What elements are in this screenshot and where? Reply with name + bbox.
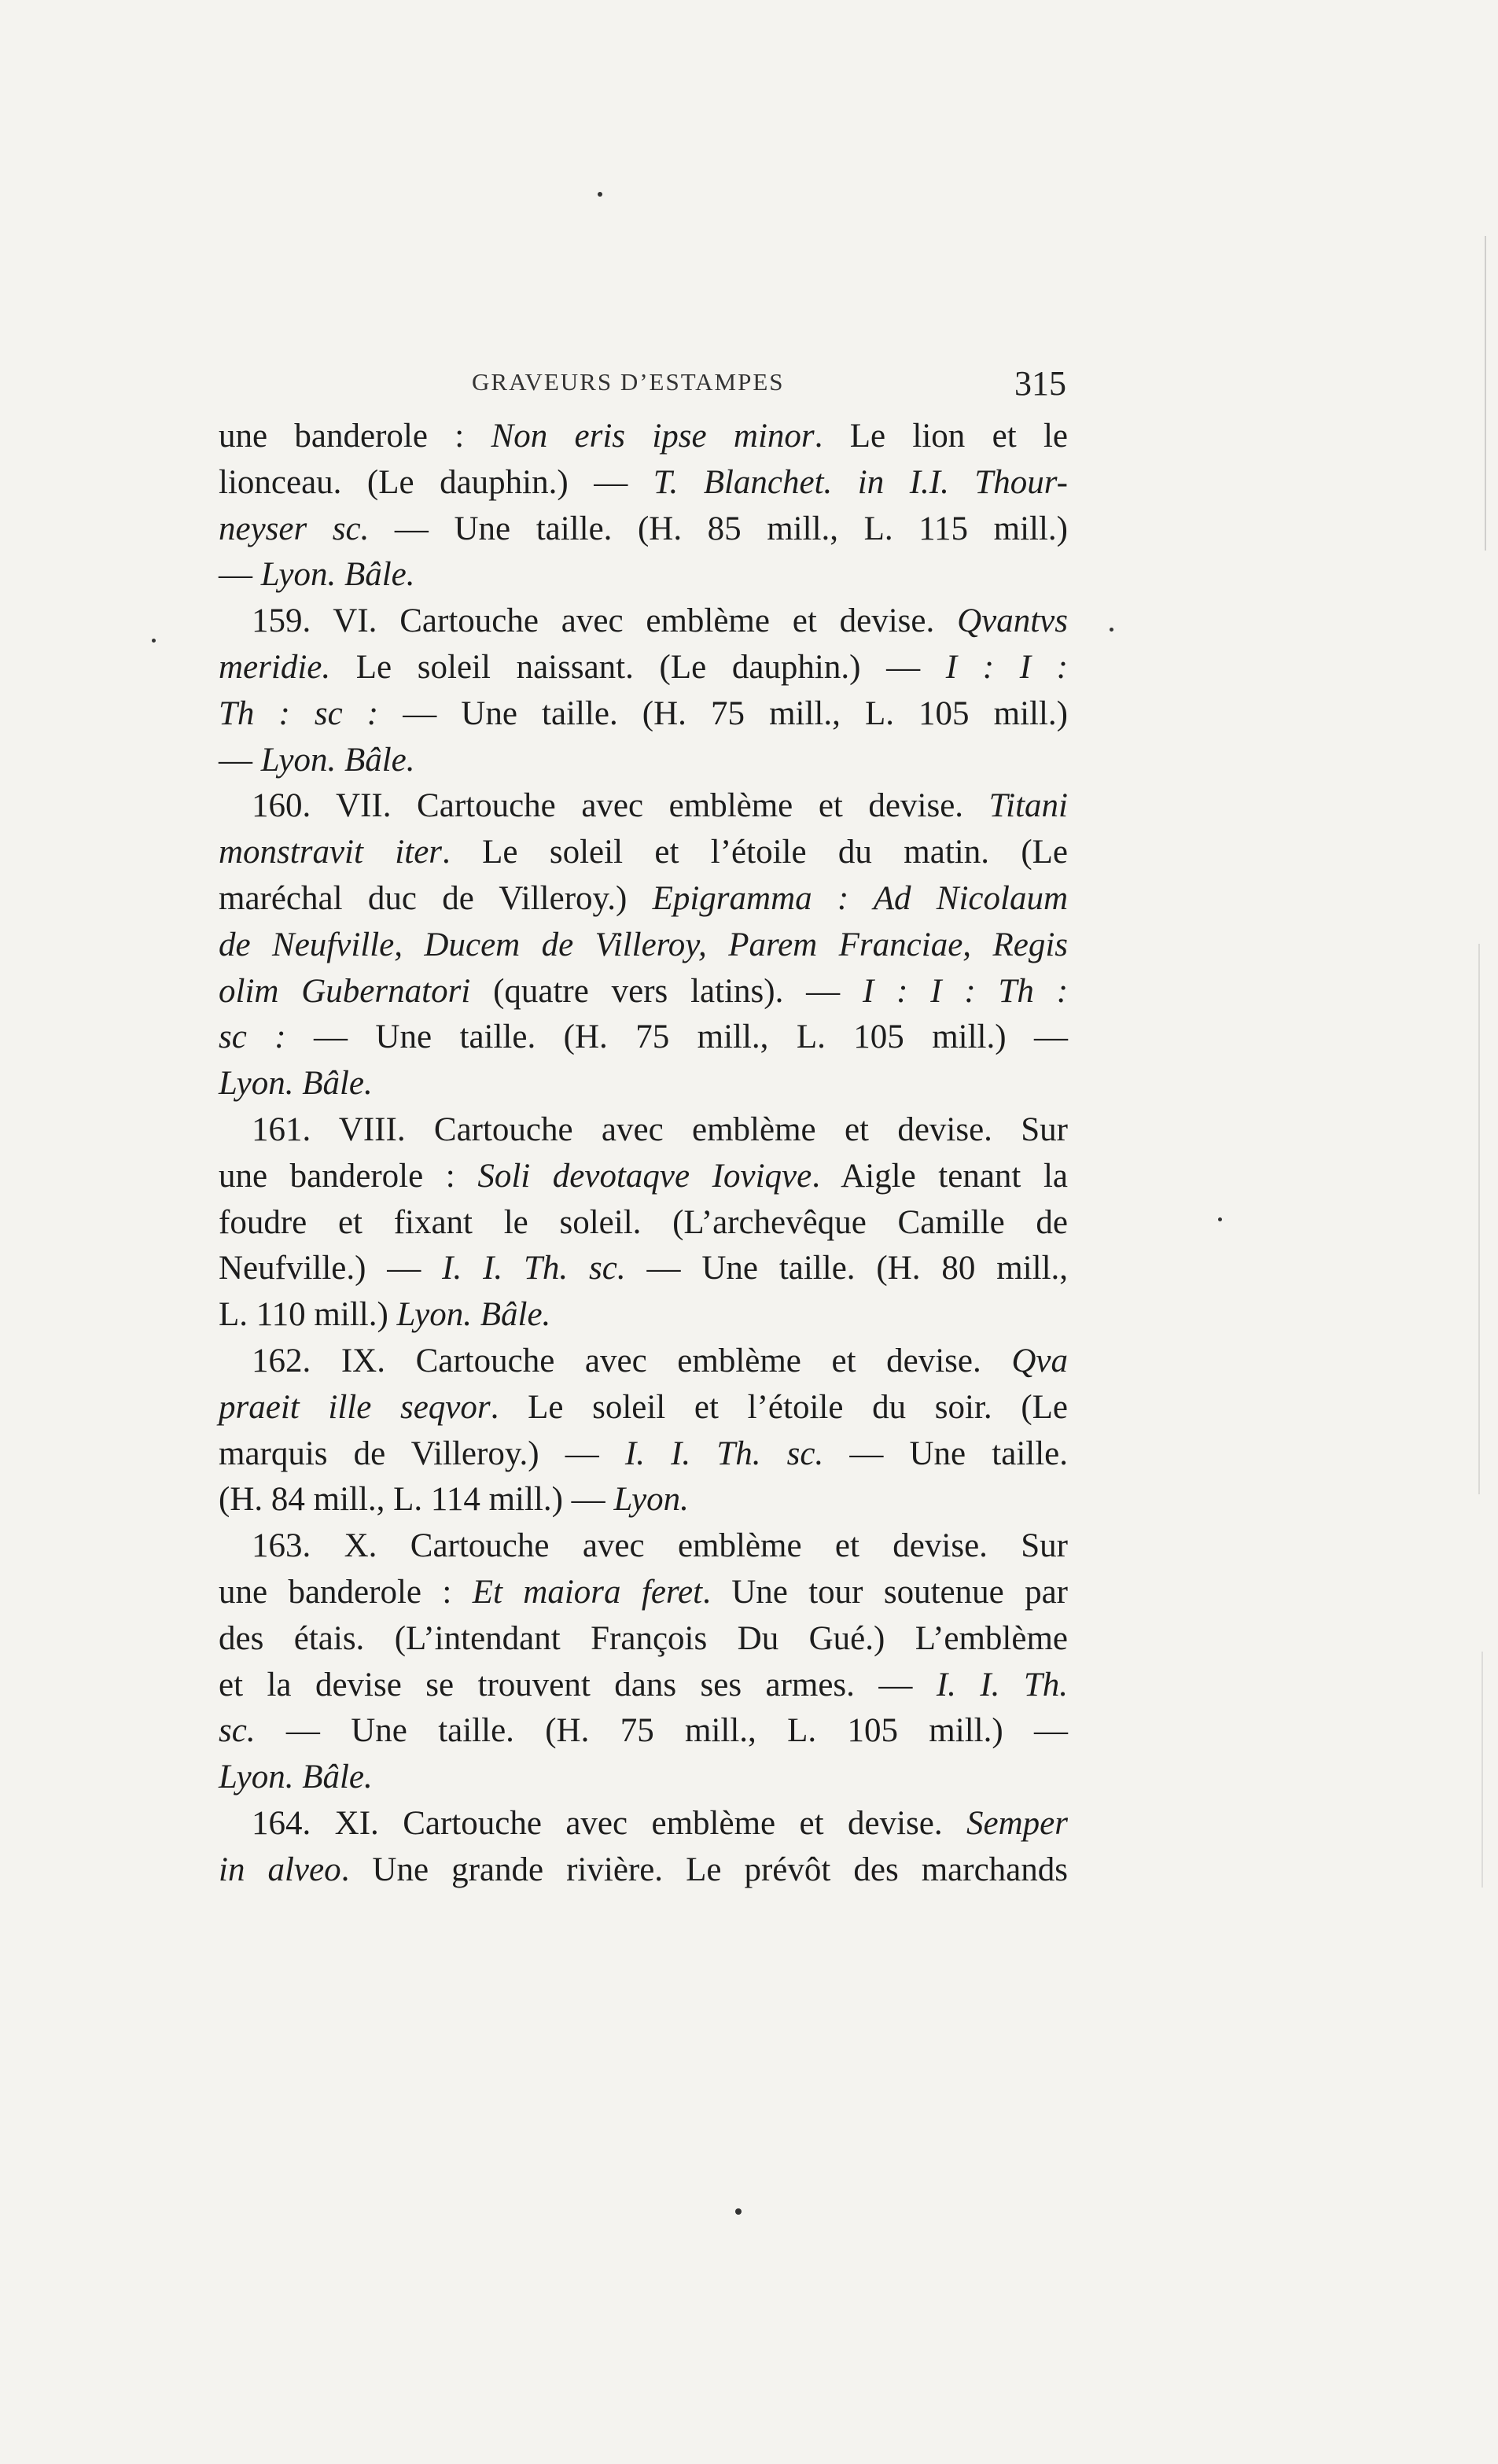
- italic-text: I : I :: [945, 648, 1068, 686]
- scan-edge-mark: [1478, 944, 1480, 1494]
- italic-text: meridie.: [219, 648, 331, 686]
- text-line: [219, 1801, 1068, 1847]
- scan-speck: [598, 192, 602, 197]
- text-line: [219, 1015, 1068, 1061]
- italic-text: Lyon.: [613, 1481, 689, 1519]
- scan-speck: [735, 2208, 742, 2215]
- text-run: lionceau. (Le dauphin.) —: [219, 463, 653, 501]
- italic-text: T. Blanchet. in I.I. Thour-: [653, 463, 1068, 501]
- italic-text: I : I : Th :: [862, 972, 1069, 1010]
- running-title: GRAVEURS D’ESTAMPES: [472, 368, 785, 396]
- text-run: — Une taille. (H. 75 mill., L. 105 mill.) —: [255, 1712, 1068, 1750]
- italic-text: Th : sc :: [219, 694, 379, 732]
- text-line: [219, 1570, 1068, 1616]
- italic-text: I. I. Th. sc.: [442, 1250, 626, 1287]
- text-run: et la devise se trouvent dans ses armes. —: [219, 1666, 937, 1703]
- italic-text: in alveo: [219, 1851, 341, 1888]
- text-line: [219, 1755, 1068, 1801]
- italic-text: de Neufville, Ducem de Villeroy, Parem Franciae, Regis: [219, 926, 1068, 963]
- text-line: [219, 1708, 1068, 1755]
- text-line: [219, 506, 1068, 553]
- text-line: [219, 1246, 1068, 1292]
- italic-text: Titani: [988, 787, 1068, 825]
- italic-text: neyser sc.: [219, 510, 370, 547]
- text-run: 164. XI. Cartouche avec emblème et devise.: [252, 1804, 967, 1842]
- text-run: (H. 84 mill., L. 114 mill.) —: [219, 1481, 614, 1519]
- text-run: maréchal duc de Villeroy.): [219, 879, 653, 917]
- text-line: [219, 1154, 1068, 1200]
- scan-speck: [1218, 1217, 1222, 1221]
- italic-text: Non eris ipse minor: [491, 418, 815, 455]
- text-run: — Une taille. (H. 85 mill., L. 115 mill.): [369, 510, 1068, 547]
- italic-text: Lyon. Bâle.: [260, 556, 415, 594]
- text-line: [219, 1061, 1068, 1107]
- text-line: [219, 460, 1068, 506]
- text-run: une banderole :: [219, 1573, 473, 1611]
- text-run: marquis de Villeroy.) —: [219, 1435, 625, 1472]
- running-head: [212, 363, 1069, 411]
- text-line: [219, 552, 1068, 599]
- text-line: [219, 1339, 1068, 1385]
- italic-text: Lyon. Bâle.: [260, 741, 415, 779]
- text-run: 161. VIII. Cartouche avec emblème et devise. Sur: [252, 1110, 1068, 1148]
- text-run: Neufville.) —: [219, 1250, 443, 1287]
- text-line: [219, 1663, 1068, 1709]
- italic-text: monstravit iter: [219, 834, 443, 871]
- text-run: — Une taille. (H. 75 mill., L. 105 mill.): [378, 694, 1068, 732]
- italic-text: Qva: [1011, 1342, 1068, 1379]
- text-line: [219, 1200, 1068, 1247]
- text-line: [219, 783, 1068, 830]
- text-run: Le soleil naissant. (Le dauphin.) —: [330, 648, 946, 686]
- text-line: [219, 1847, 1068, 1894]
- text-run: 159. VI. Cartouche avec emblème et devise.: [252, 602, 958, 640]
- text-run: L. 110 mill.): [219, 1296, 397, 1334]
- text-run: — Une taille.: [823, 1435, 1068, 1472]
- text-line: [219, 1431, 1068, 1478]
- text-run: . Le soleil et l’étoile du soir. (Le: [490, 1388, 1068, 1426]
- text-run: (quatre vers latins). —: [470, 972, 863, 1010]
- text-run: —: [219, 741, 261, 779]
- text-run: une banderole :: [219, 418, 491, 455]
- italic-text: I. I. Th. sc.: [624, 1435, 824, 1472]
- text-run: 160. VII. Cartouche avec emblème et devise.: [252, 787, 989, 825]
- scan-edge-mark: [1481, 1652, 1483, 1888]
- italic-text: Epigramma : Ad Nicolaum: [652, 879, 1068, 917]
- text-run: 163. X. Cartouche avec emblème et devise. Sur: [252, 1527, 1068, 1565]
- text-line: [219, 1477, 1068, 1523]
- italic-text: olim Gubernatori: [219, 972, 471, 1010]
- text-line: [219, 830, 1068, 876]
- italic-text: Lyon. Bâle.: [219, 1759, 373, 1796]
- italic-text: I. I. Th.: [936, 1666, 1068, 1703]
- scan-edge-mark: [1485, 236, 1486, 551]
- text-run: . Une grande rivière. Le prévôt des marchands: [340, 1851, 1068, 1888]
- text-run: . Le soleil et l’étoile du matin. (Le: [442, 834, 1068, 871]
- italic-text: sc :: [219, 1018, 286, 1056]
- text-run: . Le lion et le: [814, 418, 1068, 455]
- text-run: . Une tour soutenue par: [702, 1573, 1068, 1611]
- text-run: foudre et fixant le soleil. (L’archevêque Camille de: [219, 1203, 1068, 1241]
- scan-speck: [152, 639, 156, 643]
- text-line: [219, 1385, 1068, 1431]
- text-line: [219, 1616, 1068, 1663]
- text-line: [219, 738, 1068, 784]
- text-line: [219, 1107, 1068, 1154]
- text-line: [219, 923, 1068, 969]
- scan-speck: [1110, 628, 1113, 632]
- italic-text: Soli devotaqve Ioviqve: [477, 1157, 812, 1195]
- text-line: [219, 876, 1068, 923]
- text-run: une banderole :: [219, 1157, 478, 1195]
- text-run: — Une taille. (H. 80 mill.,: [625, 1250, 1069, 1287]
- text-run: des étais. (L’intendant François Du Gué.) L’emblème: [219, 1619, 1068, 1657]
- text-line: [219, 1523, 1068, 1570]
- text-line: [219, 1292, 1068, 1339]
- italic-text: Semper: [966, 1804, 1068, 1842]
- text-run: — Une taille. (H. 75 mill., L. 105 mill.) —: [285, 1018, 1068, 1056]
- italic-text: sc.: [219, 1712, 256, 1750]
- italic-text: Lyon. Bâle.: [396, 1296, 551, 1334]
- text-run: —: [219, 556, 261, 594]
- body-text: [219, 414, 1068, 1894]
- text-run: . Aigle tenant la: [812, 1157, 1068, 1195]
- text-line: [219, 691, 1068, 738]
- text-run: 162. IX. Cartouche avec emblème et devise.: [252, 1342, 1012, 1379]
- italic-text: Et maiora feret: [472, 1573, 703, 1611]
- text-line: [219, 645, 1068, 691]
- text-line: [219, 414, 1068, 460]
- text-line: [219, 969, 1068, 1015]
- italic-text: Qvantvs: [957, 602, 1068, 640]
- italic-text: Lyon. Bâle.: [219, 1065, 373, 1103]
- page-number: 315: [1014, 364, 1066, 403]
- italic-text: praeit ille seqvor: [219, 1388, 491, 1426]
- text-line: [219, 599, 1068, 645]
